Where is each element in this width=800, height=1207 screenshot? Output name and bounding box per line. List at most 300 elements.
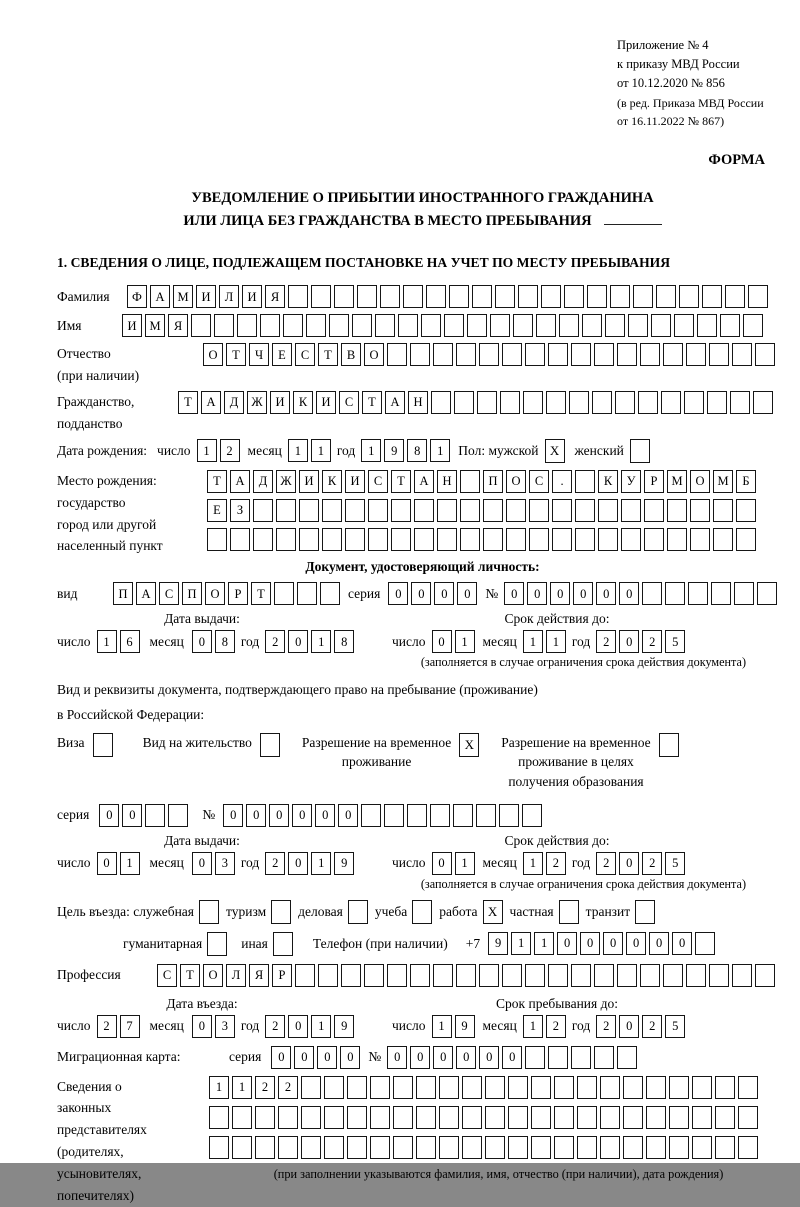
- char-box[interactable]: 0: [457, 582, 477, 605]
- char-box[interactable]: [370, 1076, 390, 1099]
- char-box[interactable]: [709, 964, 729, 987]
- char-box[interactable]: [529, 499, 549, 522]
- char-box[interactable]: [669, 1076, 689, 1099]
- char-box[interactable]: [311, 285, 331, 308]
- char-box[interactable]: [439, 1136, 459, 1159]
- char-box[interactable]: [393, 1106, 413, 1129]
- char-box[interactable]: 2: [596, 630, 616, 653]
- char-box[interactable]: М: [713, 470, 733, 493]
- char-box[interactable]: 1: [311, 439, 331, 462]
- male-checkbox[interactable]: X: [545, 439, 565, 463]
- char-box[interactable]: [506, 499, 526, 522]
- char-box[interactable]: [669, 1106, 689, 1129]
- char-box[interactable]: [748, 285, 768, 308]
- char-box[interactable]: 9: [334, 852, 354, 875]
- char-box[interactable]: [646, 1106, 666, 1129]
- char-box[interactable]: 2: [265, 630, 285, 653]
- char-box[interactable]: [368, 528, 388, 551]
- char-box[interactable]: [663, 343, 683, 366]
- char-box[interactable]: [357, 285, 377, 308]
- char-box[interactable]: П: [182, 582, 202, 605]
- char-box[interactable]: [347, 1106, 367, 1129]
- char-box[interactable]: [697, 314, 717, 337]
- char-box[interactable]: [421, 314, 441, 337]
- char-box[interactable]: [506, 528, 526, 551]
- char-box[interactable]: 1: [523, 1015, 543, 1038]
- char-box[interactable]: [523, 391, 543, 414]
- char-box[interactable]: [688, 582, 708, 605]
- char-box[interactable]: З: [230, 499, 250, 522]
- char-box[interactable]: Б: [736, 470, 756, 493]
- char-box[interactable]: [713, 499, 733, 522]
- char-box[interactable]: [646, 1076, 666, 1099]
- residence-permit-checkbox[interactable]: [260, 733, 280, 757]
- char-box[interactable]: [592, 391, 612, 414]
- char-box[interactable]: [684, 391, 704, 414]
- char-box[interactable]: 7: [120, 1015, 140, 1038]
- purpose-tourism-checkbox[interactable]: [271, 900, 291, 924]
- char-box[interactable]: [642, 582, 662, 605]
- char-box[interactable]: [334, 285, 354, 308]
- char-box[interactable]: 2: [642, 852, 662, 875]
- char-box[interactable]: 1: [311, 630, 331, 653]
- char-box[interactable]: 0: [292, 804, 312, 827]
- char-box[interactable]: [297, 582, 317, 605]
- char-box[interactable]: С: [157, 964, 177, 987]
- char-box[interactable]: [753, 391, 773, 414]
- char-box[interactable]: [663, 964, 683, 987]
- char-box[interactable]: К: [322, 470, 342, 493]
- char-box[interactable]: [502, 964, 522, 987]
- char-box[interactable]: 2: [596, 1015, 616, 1038]
- char-box[interactable]: [191, 314, 211, 337]
- char-box[interactable]: [301, 1106, 321, 1129]
- char-box[interactable]: [276, 528, 296, 551]
- char-box[interactable]: [237, 314, 257, 337]
- char-box[interactable]: [329, 314, 349, 337]
- char-box[interactable]: 2: [97, 1015, 117, 1038]
- char-box[interactable]: С: [295, 343, 315, 366]
- char-box[interactable]: [306, 314, 326, 337]
- char-box[interactable]: Н: [437, 470, 457, 493]
- char-box[interactable]: И: [270, 391, 290, 414]
- char-box[interactable]: 9: [384, 439, 404, 462]
- purpose-study-checkbox[interactable]: [412, 900, 432, 924]
- char-box[interactable]: 0: [340, 1046, 360, 1069]
- char-box[interactable]: [393, 1076, 413, 1099]
- char-box[interactable]: Т: [226, 343, 246, 366]
- char-box[interactable]: [502, 343, 522, 366]
- char-box[interactable]: [301, 1076, 321, 1099]
- purpose-official-checkbox[interactable]: [199, 900, 219, 924]
- char-box[interactable]: О: [203, 964, 223, 987]
- char-box[interactable]: 0: [192, 1015, 212, 1038]
- char-box[interactable]: [575, 499, 595, 522]
- char-box[interactable]: [725, 285, 745, 308]
- char-box[interactable]: 0: [410, 1046, 430, 1069]
- char-box[interactable]: [732, 343, 752, 366]
- char-box[interactable]: [600, 1076, 620, 1099]
- char-box[interactable]: [707, 391, 727, 414]
- char-box[interactable]: [453, 804, 473, 827]
- char-box[interactable]: [692, 1106, 712, 1129]
- char-box[interactable]: 0: [603, 932, 623, 955]
- char-box[interactable]: [674, 314, 694, 337]
- char-box[interactable]: 0: [411, 582, 431, 605]
- char-box[interactable]: [433, 964, 453, 987]
- char-box[interactable]: [364, 964, 384, 987]
- char-box[interactable]: [575, 528, 595, 551]
- char-box[interactable]: Д: [253, 470, 273, 493]
- char-box[interactable]: И: [299, 470, 319, 493]
- char-box[interactable]: [479, 343, 499, 366]
- purpose-transit-checkbox[interactable]: [635, 900, 655, 924]
- char-box[interactable]: 0: [122, 804, 142, 827]
- char-box[interactable]: П: [113, 582, 133, 605]
- char-box[interactable]: 1: [209, 1076, 229, 1099]
- char-box[interactable]: О: [364, 343, 384, 366]
- char-box[interactable]: [426, 285, 446, 308]
- char-box[interactable]: [278, 1136, 298, 1159]
- char-box[interactable]: [322, 499, 342, 522]
- char-box[interactable]: 1: [511, 932, 531, 955]
- char-box[interactable]: 3: [215, 1015, 235, 1038]
- char-box[interactable]: [571, 343, 591, 366]
- char-box[interactable]: А: [150, 285, 170, 308]
- char-box[interactable]: 0: [573, 582, 593, 605]
- char-box[interactable]: 1: [311, 1015, 331, 1038]
- char-box[interactable]: [738, 1106, 758, 1129]
- char-box[interactable]: [571, 1046, 591, 1069]
- char-box[interactable]: А: [136, 582, 156, 605]
- char-box[interactable]: 2: [546, 1015, 566, 1038]
- char-box[interactable]: К: [598, 470, 618, 493]
- char-box[interactable]: А: [385, 391, 405, 414]
- char-box[interactable]: [623, 1106, 643, 1129]
- char-box[interactable]: 0: [317, 1046, 337, 1069]
- char-box[interactable]: [690, 499, 710, 522]
- char-box[interactable]: [430, 804, 450, 827]
- char-box[interactable]: 0: [288, 630, 308, 653]
- char-box[interactable]: 0: [246, 804, 266, 827]
- char-box[interactable]: Ф: [127, 285, 147, 308]
- char-box[interactable]: [345, 499, 365, 522]
- female-checkbox[interactable]: [630, 439, 650, 463]
- char-box[interactable]: [380, 285, 400, 308]
- char-box[interactable]: [324, 1106, 344, 1129]
- char-box[interactable]: [600, 1106, 620, 1129]
- char-box[interactable]: .: [552, 470, 572, 493]
- char-box[interactable]: М: [173, 285, 193, 308]
- char-box[interactable]: [393, 1136, 413, 1159]
- char-box[interactable]: [713, 528, 733, 551]
- char-box[interactable]: [479, 964, 499, 987]
- char-box[interactable]: [646, 1136, 666, 1159]
- char-box[interactable]: 2: [642, 1015, 662, 1038]
- char-box[interactable]: [552, 528, 572, 551]
- char-box[interactable]: [483, 528, 503, 551]
- char-box[interactable]: [598, 528, 618, 551]
- char-box[interactable]: [755, 343, 775, 366]
- char-box[interactable]: [232, 1136, 252, 1159]
- char-box[interactable]: [640, 343, 660, 366]
- char-box[interactable]: 0: [432, 630, 452, 653]
- char-box[interactable]: [278, 1106, 298, 1129]
- char-box[interactable]: [651, 314, 671, 337]
- char-box[interactable]: [732, 964, 752, 987]
- char-box[interactable]: 0: [433, 1046, 453, 1069]
- char-box[interactable]: [299, 499, 319, 522]
- char-box[interactable]: 0: [192, 852, 212, 875]
- char-box[interactable]: К: [293, 391, 313, 414]
- char-box[interactable]: 0: [456, 1046, 476, 1069]
- char-box[interactable]: Ч: [249, 343, 269, 366]
- char-box[interactable]: [546, 391, 566, 414]
- char-box[interactable]: [433, 343, 453, 366]
- char-box[interactable]: [145, 804, 165, 827]
- char-box[interactable]: [299, 528, 319, 551]
- char-box[interactable]: [375, 314, 395, 337]
- char-box[interactable]: 2: [220, 439, 240, 462]
- char-box[interactable]: [667, 499, 687, 522]
- char-box[interactable]: 0: [619, 1015, 639, 1038]
- char-box[interactable]: [500, 391, 520, 414]
- char-box[interactable]: 0: [434, 582, 454, 605]
- char-box[interactable]: [738, 1076, 758, 1099]
- char-box[interactable]: [485, 1106, 505, 1129]
- char-box[interactable]: 0: [432, 852, 452, 875]
- char-box[interactable]: [623, 1136, 643, 1159]
- char-box[interactable]: Е: [272, 343, 292, 366]
- char-box[interactable]: [564, 285, 584, 308]
- char-box[interactable]: 0: [580, 932, 600, 955]
- char-box[interactable]: В: [341, 343, 361, 366]
- char-box[interactable]: [347, 1076, 367, 1099]
- char-box[interactable]: 1: [523, 630, 543, 653]
- char-box[interactable]: Т: [178, 391, 198, 414]
- char-box[interactable]: 1: [120, 852, 140, 875]
- char-box[interactable]: [695, 932, 715, 955]
- char-box[interactable]: [253, 528, 273, 551]
- char-box[interactable]: [255, 1106, 275, 1129]
- char-box[interactable]: [368, 499, 388, 522]
- char-box[interactable]: [548, 343, 568, 366]
- char-box[interactable]: 0: [649, 932, 669, 955]
- char-box[interactable]: [508, 1076, 528, 1099]
- char-box[interactable]: [617, 964, 637, 987]
- char-box[interactable]: [559, 314, 579, 337]
- char-box[interactable]: [467, 314, 487, 337]
- temp-residence-edu-checkbox[interactable]: [659, 733, 679, 757]
- char-box[interactable]: Т: [180, 964, 200, 987]
- char-box[interactable]: 0: [502, 1046, 522, 1069]
- purpose-work-checkbox[interactable]: X: [483, 900, 503, 924]
- char-box[interactable]: 1: [197, 439, 217, 462]
- char-box[interactable]: С: [529, 470, 549, 493]
- char-box[interactable]: О: [205, 582, 225, 605]
- char-box[interactable]: [347, 1136, 367, 1159]
- char-box[interactable]: 0: [99, 804, 119, 827]
- char-box[interactable]: 2: [278, 1076, 298, 1099]
- char-box[interactable]: [529, 528, 549, 551]
- char-box[interactable]: [437, 499, 457, 522]
- char-box[interactable]: [168, 804, 188, 827]
- char-box[interactable]: [730, 391, 750, 414]
- char-box[interactable]: 0: [619, 852, 639, 875]
- char-box[interactable]: 0: [97, 852, 117, 875]
- char-box[interactable]: [288, 285, 308, 308]
- char-box[interactable]: Т: [318, 343, 338, 366]
- char-box[interactable]: [295, 964, 315, 987]
- char-box[interactable]: [702, 285, 722, 308]
- char-box[interactable]: 0: [269, 804, 289, 827]
- char-box[interactable]: 2: [546, 852, 566, 875]
- char-box[interactable]: [518, 285, 538, 308]
- char-box[interactable]: 5: [665, 852, 685, 875]
- char-box[interactable]: [345, 528, 365, 551]
- char-box[interactable]: 1: [546, 630, 566, 653]
- char-box[interactable]: [633, 285, 653, 308]
- char-box[interactable]: [477, 391, 497, 414]
- char-box[interactable]: [274, 582, 294, 605]
- char-box[interactable]: 0: [626, 932, 646, 955]
- char-box[interactable]: [531, 1136, 551, 1159]
- char-box[interactable]: Т: [207, 470, 227, 493]
- char-box[interactable]: У: [621, 470, 641, 493]
- char-box[interactable]: [531, 1106, 551, 1129]
- char-box[interactable]: [391, 528, 411, 551]
- char-box[interactable]: И: [242, 285, 262, 308]
- char-box[interactable]: 5: [665, 1015, 685, 1038]
- char-box[interactable]: [661, 391, 681, 414]
- char-box[interactable]: [476, 804, 496, 827]
- char-box[interactable]: [656, 285, 676, 308]
- char-box[interactable]: 0: [288, 1015, 308, 1038]
- char-box[interactable]: [536, 314, 556, 337]
- char-box[interactable]: [490, 314, 510, 337]
- char-box[interactable]: [232, 1106, 252, 1129]
- char-box[interactable]: [582, 314, 602, 337]
- char-box[interactable]: Л: [219, 285, 239, 308]
- char-box[interactable]: [462, 1136, 482, 1159]
- char-box[interactable]: Я: [249, 964, 269, 987]
- char-box[interactable]: Я: [168, 314, 188, 337]
- char-box[interactable]: И: [316, 391, 336, 414]
- char-box[interactable]: Р: [228, 582, 248, 605]
- char-box[interactable]: [283, 314, 303, 337]
- char-box[interactable]: [757, 582, 777, 605]
- char-box[interactable]: 0: [557, 932, 577, 955]
- char-box[interactable]: 1: [361, 439, 381, 462]
- char-box[interactable]: [690, 528, 710, 551]
- char-box[interactable]: 5: [665, 630, 685, 653]
- char-box[interactable]: [552, 499, 572, 522]
- char-box[interactable]: [276, 499, 296, 522]
- char-box[interactable]: [495, 285, 515, 308]
- char-box[interactable]: 6: [120, 630, 140, 653]
- char-box[interactable]: [437, 528, 457, 551]
- char-box[interactable]: 8: [407, 439, 427, 462]
- char-box[interactable]: И: [196, 285, 216, 308]
- char-box[interactable]: [320, 582, 340, 605]
- char-box[interactable]: 0: [288, 852, 308, 875]
- char-box[interactable]: Р: [644, 470, 664, 493]
- char-box[interactable]: 0: [504, 582, 524, 605]
- char-box[interactable]: [508, 1106, 528, 1129]
- char-box[interactable]: [554, 1106, 574, 1129]
- char-box[interactable]: [384, 804, 404, 827]
- char-box[interactable]: [686, 964, 706, 987]
- char-box[interactable]: [214, 314, 234, 337]
- purpose-humanitarian-checkbox[interactable]: [207, 932, 227, 956]
- char-box[interactable]: 0: [527, 582, 547, 605]
- char-box[interactable]: [416, 1106, 436, 1129]
- char-box[interactable]: [456, 343, 476, 366]
- char-box[interactable]: 1: [232, 1076, 252, 1099]
- char-box[interactable]: [715, 1076, 735, 1099]
- char-box[interactable]: [548, 964, 568, 987]
- char-box[interactable]: 0: [315, 804, 335, 827]
- char-box[interactable]: [669, 1136, 689, 1159]
- char-box[interactable]: [665, 582, 685, 605]
- char-box[interactable]: [255, 1136, 275, 1159]
- char-box[interactable]: С: [368, 470, 388, 493]
- char-box[interactable]: [644, 528, 664, 551]
- char-box[interactable]: [628, 314, 648, 337]
- char-box[interactable]: 2: [265, 852, 285, 875]
- char-box[interactable]: 1: [97, 630, 117, 653]
- char-box[interactable]: [370, 1106, 390, 1129]
- char-box[interactable]: А: [201, 391, 221, 414]
- char-box[interactable]: 2: [255, 1076, 275, 1099]
- char-box[interactable]: С: [339, 391, 359, 414]
- char-box[interactable]: [522, 804, 542, 827]
- char-box[interactable]: [686, 343, 706, 366]
- char-box[interactable]: [456, 964, 476, 987]
- char-box[interactable]: 0: [388, 582, 408, 605]
- char-box[interactable]: [485, 1076, 505, 1099]
- char-box[interactable]: 1: [288, 439, 308, 462]
- char-box[interactable]: [587, 285, 607, 308]
- char-box[interactable]: [692, 1076, 712, 1099]
- char-box[interactable]: Р: [272, 964, 292, 987]
- char-box[interactable]: 9: [334, 1015, 354, 1038]
- char-box[interactable]: [322, 528, 342, 551]
- char-box[interactable]: Ж: [276, 470, 296, 493]
- char-box[interactable]: И: [345, 470, 365, 493]
- char-box[interactable]: [483, 499, 503, 522]
- char-box[interactable]: [569, 391, 589, 414]
- char-box[interactable]: [738, 1136, 758, 1159]
- char-box[interactable]: 0: [596, 582, 616, 605]
- char-box[interactable]: [638, 391, 658, 414]
- char-box[interactable]: [594, 343, 614, 366]
- char-box[interactable]: О: [690, 470, 710, 493]
- char-box[interactable]: 2: [642, 630, 662, 653]
- char-box[interactable]: [715, 1106, 735, 1129]
- char-box[interactable]: А: [414, 470, 434, 493]
- char-box[interactable]: [324, 1136, 344, 1159]
- char-box[interactable]: [439, 1076, 459, 1099]
- char-box[interactable]: 2: [596, 852, 616, 875]
- char-box[interactable]: 0: [271, 1046, 291, 1069]
- char-box[interactable]: [577, 1106, 597, 1129]
- char-box[interactable]: 1: [311, 852, 331, 875]
- char-box[interactable]: [621, 499, 641, 522]
- char-box[interactable]: [410, 964, 430, 987]
- char-box[interactable]: [610, 285, 630, 308]
- char-box[interactable]: [525, 964, 545, 987]
